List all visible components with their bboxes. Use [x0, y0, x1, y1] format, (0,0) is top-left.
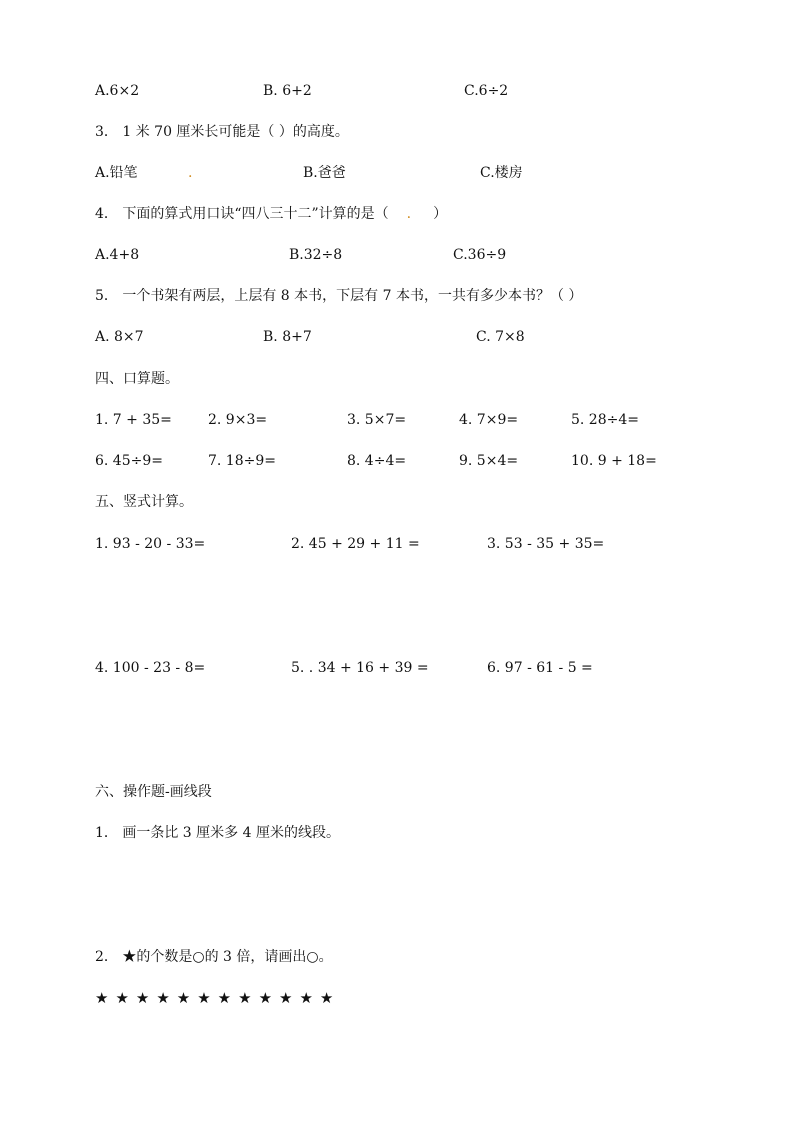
- section4-title: 四、口算题。: [95, 371, 179, 387]
- vertical-1: 1. 93 - 20 - 33=: [95, 536, 206, 552]
- q2-option-a: A.6×2: [95, 83, 140, 99]
- q3-mark: .: [188, 165, 193, 181]
- q2-option-c: C.6÷2: [464, 83, 509, 99]
- q5-option-c: C. 7×8: [476, 329, 525, 345]
- q4-stem-end: ）: [433, 206, 448, 222]
- q2-option-b: B. 6+2: [263, 83, 312, 99]
- oral-4: 4. 7×9=: [459, 412, 519, 428]
- section6-title: 六、操作题-画线段: [95, 784, 212, 800]
- oral-3: 3. 5×7=: [347, 412, 407, 428]
- q3-option-b: B.爸爸: [303, 165, 346, 181]
- q5-option-b: B. 8+7: [263, 329, 312, 345]
- q3-option-a: A.铅笔: [95, 165, 138, 181]
- oral-6: 6. 45÷9=: [95, 453, 163, 469]
- vertical-4: 4. 100 - 23 - 8=: [95, 660, 206, 676]
- q3-option-c: C.楼房: [480, 165, 523, 181]
- section6-q1: 1． 画一条比 3 厘米多 4 厘米的线段。: [95, 825, 340, 841]
- oral-10: 10. 9 + 18=: [571, 453, 657, 469]
- vertical-5: 5. . 34 + 16 + 39 =: [291, 660, 429, 676]
- q5-stem: 5． 一个书架有两层，上层有 8 本书，下层有 7 本书，一共有多少本书？（ ）: [95, 288, 583, 304]
- oral-9: 9. 5×4=: [459, 453, 519, 469]
- q4-stem: [95, 205, 447, 223]
- oral-8: 8. 4÷4=: [347, 453, 407, 469]
- q4-option-b: B.32÷8: [289, 247, 343, 263]
- vertical-6: 6. 97 - 61 - 5 =: [487, 660, 593, 676]
- section6-q2: 2． ★的个数是○的 3 倍，请画出○。: [95, 949, 333, 965]
- oral-2: 2. 9×3=: [208, 412, 268, 428]
- q4-option-a: A.4+8: [95, 247, 140, 263]
- q4-option-c: C.36÷9: [453, 247, 507, 263]
- oral-7: 7. 18÷9=: [208, 453, 276, 469]
- oral-1: 1. 7 + 35=: [95, 412, 172, 428]
- q5-option-a: A. 8×7: [95, 329, 144, 345]
- vertical-2: 2. 45 + 29 + 11 =: [291, 536, 420, 552]
- star-row: ★★★★★★★★★★★★: [95, 989, 341, 1007]
- q3-stem: 3． 1 米 70 厘米长可能是（ ）的高度。: [95, 124, 349, 140]
- q4-mark: .: [406, 206, 412, 222]
- section5-title: 五、竖式计算。: [95, 494, 193, 510]
- q4-stem-main: 4． 下面的算式用口诀“四八三十二”计算的是（: [95, 206, 389, 222]
- oral-5: 5. 28÷4=: [571, 412, 639, 428]
- vertical-3: 3. 53 - 35 + 35=: [487, 536, 605, 552]
